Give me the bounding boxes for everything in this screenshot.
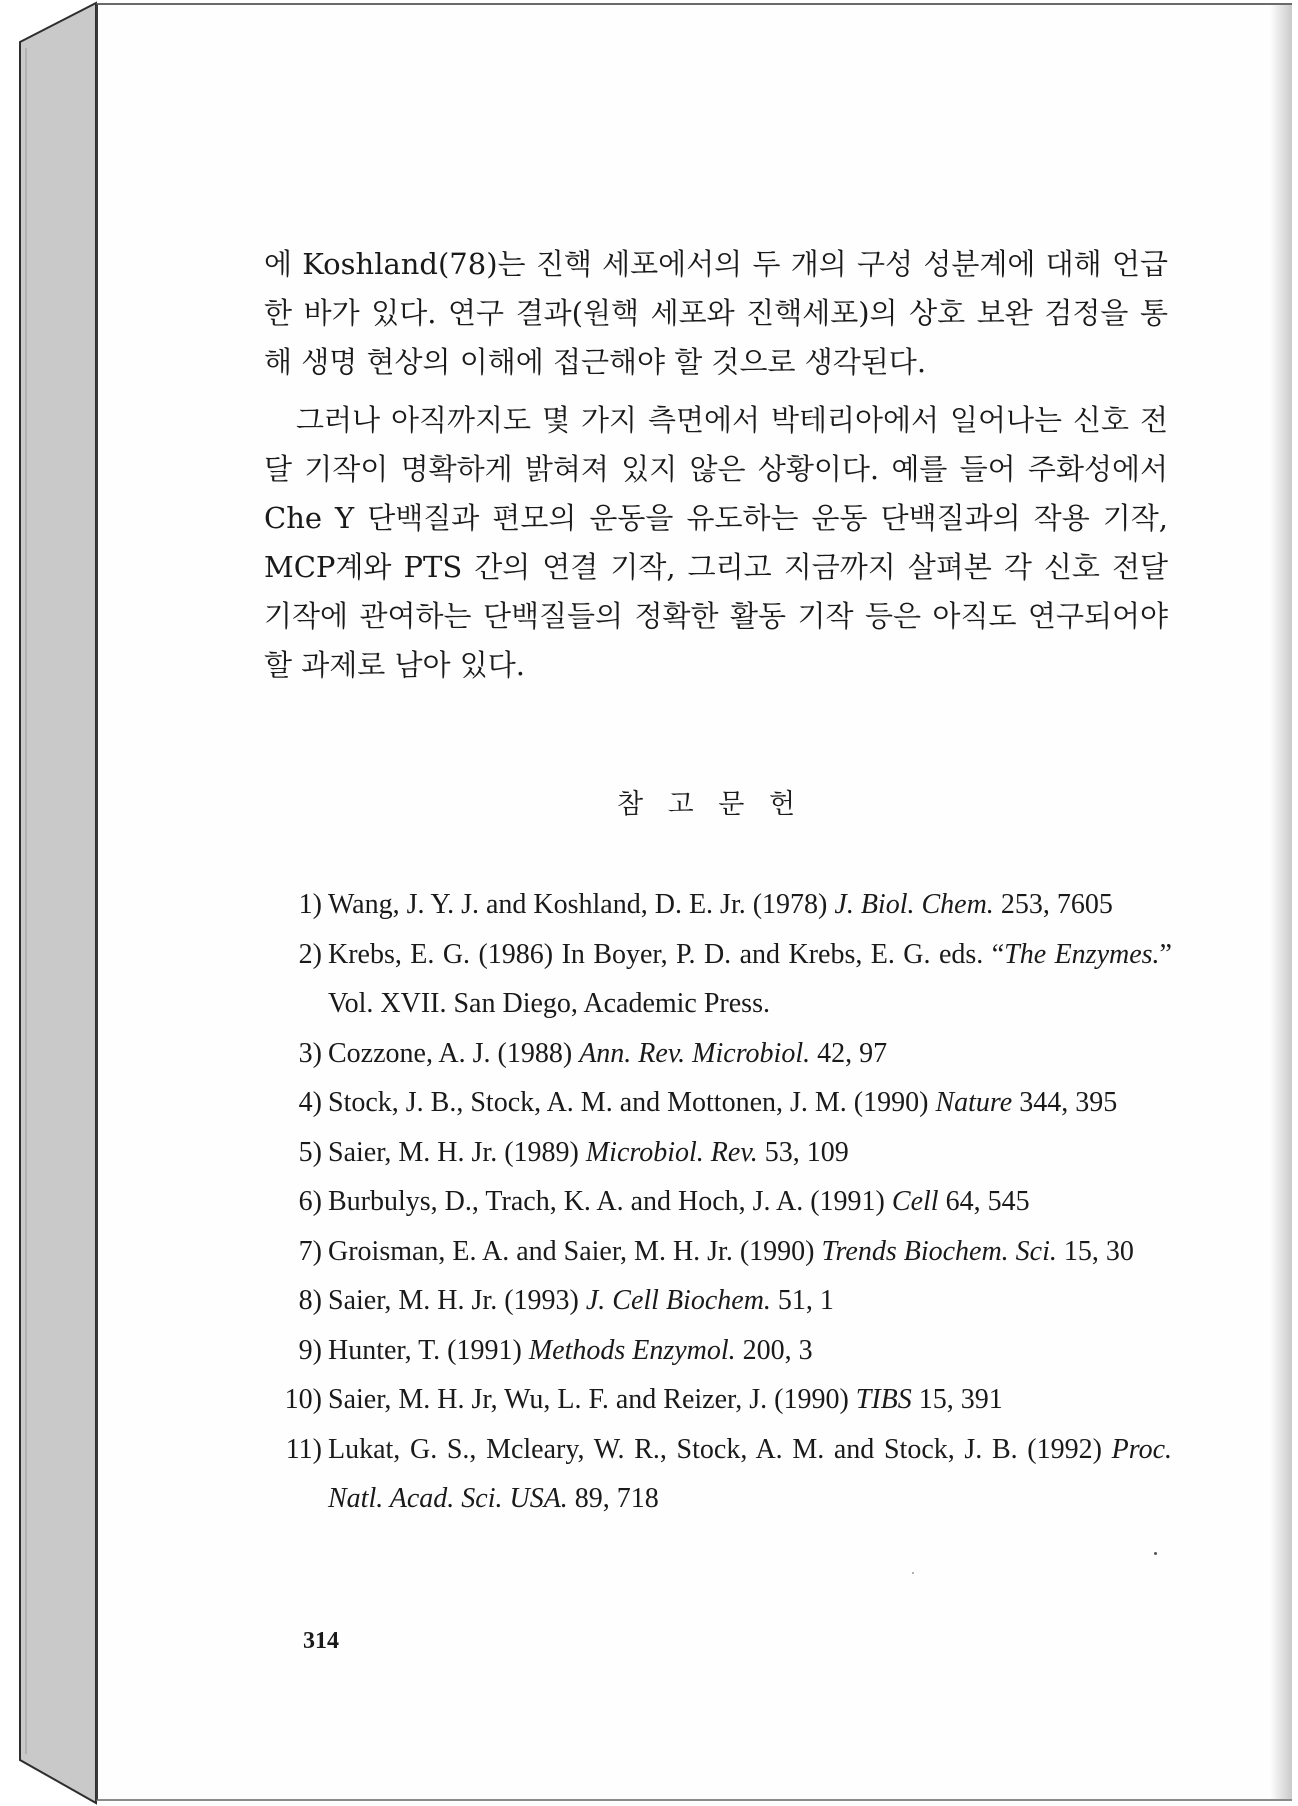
reference-number: 1) [298,889,322,920]
reference-journal: J. Biol. Chem. [834,889,994,920]
reference-volume-pages: 51, 1 [770,1285,834,1316]
reference-item [272,1227,1172,1277]
reference-authors: Burbulys, D., Trach, K. A. and Hoch, J. A. (1991) [328,1186,892,1217]
reference-list [272,880,1172,1524]
reference-authors: Groisman, E. A. and Saier, M. H. Jr. (1990) [328,1235,822,1267]
reference-volume-pages: 15, 30 [1056,1235,1134,1267]
reference-authors: Lukat, G. S., Mcleary, W. R., Stock, A. M. and Stock, J. B. (1992) [328,1433,1112,1465]
reference-volume-pages: 15, 391 [911,1384,1003,1415]
reference-item [272,930,1172,1029]
reference-journal: The Enzymes. [1004,938,1160,970]
body-text [264,240,1168,690]
reference-item [272,1326,1172,1376]
reference-volume-pages: 344, 395 [1012,1087,1118,1118]
references-heading: 참 고 문 헌 [616,789,804,820]
reference-number: 2) [298,938,322,970]
reference-journal: J. Cell Biochem. [585,1285,771,1316]
reference-journal: Microbiol. Rev. [585,1136,758,1168]
reference-item [272,1276,1172,1326]
reference-item [272,1029,1172,1079]
scan-speck [912,1572,914,1574]
reference-number: 8) [298,1285,322,1316]
reference-volume-pages: 64, 545 [938,1186,1030,1217]
page-number: 314 [303,1628,339,1654]
reference-number: 11) [285,1433,322,1465]
reference-number: 9) [298,1334,322,1366]
reference-authors: Saier, M. H. Jr, Wu, L. F. and Reizer, J. (1990) [328,1384,856,1415]
paragraph: 에 Koshland(78)는 진핵 세포에서의 두 개의 구성 성분계에 대해 언급한 바가 있다. 연구 결과(원핵 세포와 진핵세포)의 상호 보완 검정을 통해 생명 현상의 이해에 접근해야 할 것으로 생각된다. [264,247,1168,379]
reference-authors: Wang, J. Y. J. and Koshland, D. E. Jr. (1978) [328,889,835,920]
reference-number: 6) [298,1186,322,1217]
reference-authors: Krebs, E. G. (1986) In Boyer, P. D. and Krebs, E. G. eds. “ [328,938,1005,970]
scan-speck [1154,1552,1157,1555]
reference-authors: Stock, J. B., Stock, A. M. and Mottonen, J. M. (1990) [328,1087,936,1118]
reference-journal: Nature [935,1087,1013,1118]
reference-volume-pages: ” Vol. XVII. San Diego, Academic Press. [328,938,1172,1019]
reference-item [272,1177,1172,1227]
page-edge-shadow [1270,5,1292,1799]
reference-volume-pages: 253, 7605 [993,889,1113,920]
reference-number: 4) [298,1087,322,1118]
reference-volume-pages: 53, 109 [757,1136,849,1168]
reference-number: 3) [298,1037,322,1069]
reference-journal: Ann. Rev. Microbiol. [579,1037,811,1069]
reference-number: 5) [298,1136,322,1168]
reference-journal: Methods Enzymol. [528,1334,736,1366]
reference-item [272,1425,1172,1524]
reference-journal: Proc. Natl. Acad. Sci. USA. [328,1433,1172,1514]
reference-item [272,1078,1172,1128]
reference-journal: Cell [891,1186,939,1217]
reference-number: 10) [284,1384,322,1415]
reference-number: 7) [298,1235,322,1267]
reference-volume-pages: 42, 97 [810,1037,888,1069]
reference-item [272,1128,1172,1178]
reference-authors: Saier, M. H. Jr. (1989) [328,1136,586,1168]
reference-authors: Hunter, T. (1991) [328,1334,529,1366]
reference-authors: Cozzone, A. J. (1988) [328,1037,580,1069]
reference-journal: TIBS [855,1384,912,1415]
paragraph: 그러나 아직까지도 몇 가지 측면에서 박테리아에서 일어나는 신호 전달 기작이 명확하게 밝혀져 있지 않은 상황이다. 예를 들어 주화성에서 Che Y 단백질과 편모의 운동을 유도하는 운동 단백질과의 작용 기작, MCP계와 PTS 간의 연결 기작, 그리고 지금까지 살펴본 각 신호 전달 기작에 관여하는 단백질들의 정확한 활동 기작 등은 아직도 연구되어야 할 과제로 남아 있다. [264,403,1168,682]
reference-journal: Trends Biochem. Sci. [821,1235,1057,1267]
reference-volume-pages: 200, 3 [735,1334,813,1366]
reference-volume-pages: 89, 718 [567,1483,659,1514]
book-spine-edge [0,0,110,1806]
reference-authors: Saier, M. H. Jr. (1993) [328,1285,586,1316]
reference-item [272,880,1172,930]
reference-item [272,1375,1172,1425]
